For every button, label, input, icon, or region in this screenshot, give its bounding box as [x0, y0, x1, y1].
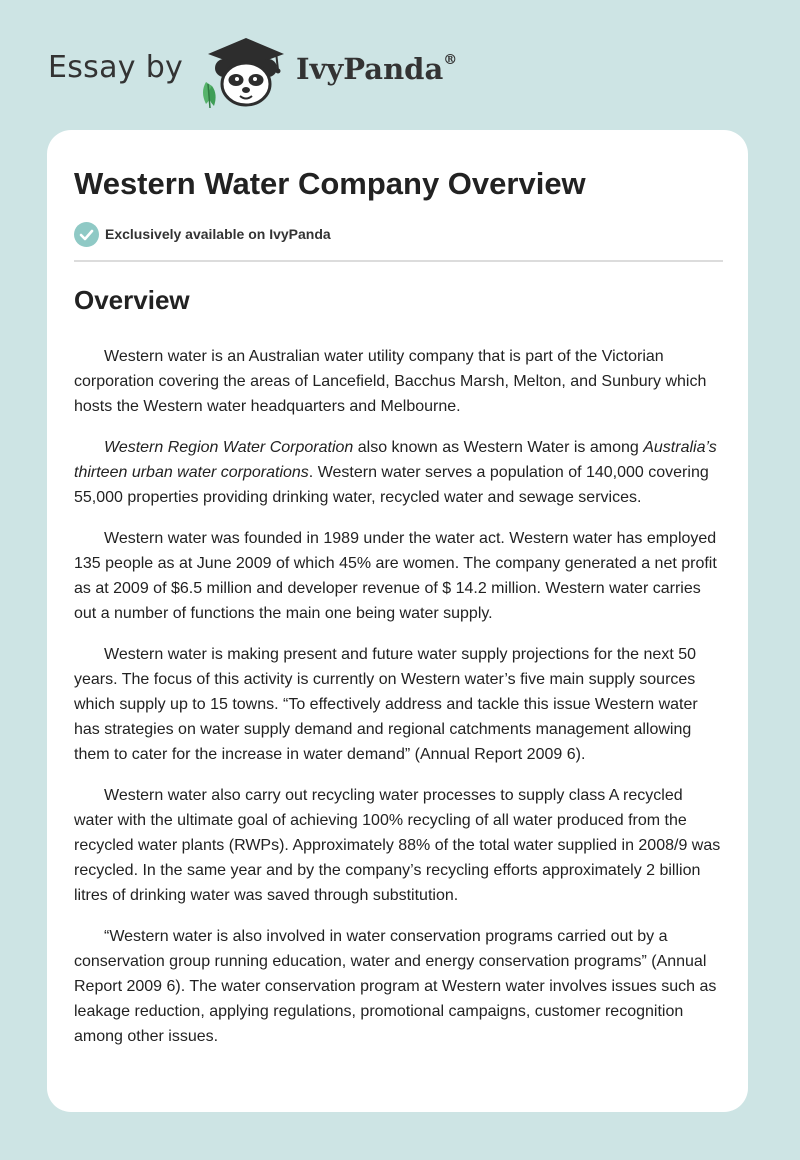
badge-label: Exclusively available on IvyPanda [105, 226, 331, 242]
essay-by-label: Essay by [48, 50, 184, 85]
paragraph [74, 435, 726, 510]
article-card [47, 130, 748, 1112]
divider [74, 260, 723, 262]
paragraph: Western water is an Australian water utility company that is part of the Victorian corporation covering the areas of Lancefield, Bacchus Marsh, Melton, and Sunbury which hosts the Western water headquarters and Melbourne. [74, 348, 707, 415]
italic-phrase: Western Region Water Corporation [104, 439, 354, 456]
registered-mark: ® [443, 52, 458, 69]
exclusive-badge [74, 221, 331, 247]
panda-graduation-cap-icon[interactable] [198, 34, 294, 110]
site-header [0, 0, 800, 130]
paragraph-text: also known as Western Water is among [353, 439, 644, 456]
paragraph: Western water was founded in 1989 under the water act. Western water has employed 135 people as at June 2009 of which 45% are women. The company generated a net profit as at 2009 of $6.5 million and developer revenue of $ 14.2 million. Western water carries out a number of functions the main one being water supply. [74, 530, 717, 622]
paragraph: “Western water is also involved in water conservation programs carried out by a conservation group running education, water and energy conservation programs” (Annual Report 2009 6). The water conservation program at Western water involves issues such as leakage reduction, applying regulations, promotional campaigns, customer recognition among other issues. [74, 928, 717, 1045]
italic-phrase: Australia’s thirteen urban water corporations [74, 439, 717, 481]
paragraph: Western water is making present and future water supply projections for the next 50 years. The focus of this activity is currently on Western water’s five main supply sources which supply up to 15 towns. “To effectively address and tackle this issue Western water has strategies on water supply demand and regional catchments management allowing them to cater for the increase in water demand” (Annual Report 2009 6). [74, 646, 698, 763]
check-icon [74, 222, 99, 247]
brand-name-text: IvyPanda [296, 52, 444, 86]
section-heading: Overview [74, 285, 190, 315]
page-title: Western Water Company Overview [74, 166, 586, 201]
paragraph-text: . Western water serves a population of 140,000 covering 55,000 properties providing drinking water, recycled water and sewage services. [74, 464, 709, 506]
paragraph: Western water also carry out recycling water processes to supply class A recycled water with the ultimate goal of achieving 100% recycling of all water produced from the recycled water plants (RWPs). Approximately 88% of the total water supplied in 2008/9 was recycled. In the same year and by the company’s recycling efforts approximately 2 billion litres of drinking water was saved through substitution. [74, 787, 721, 904]
article-body [74, 344, 726, 1065]
brand-name[interactable] [296, 52, 457, 86]
